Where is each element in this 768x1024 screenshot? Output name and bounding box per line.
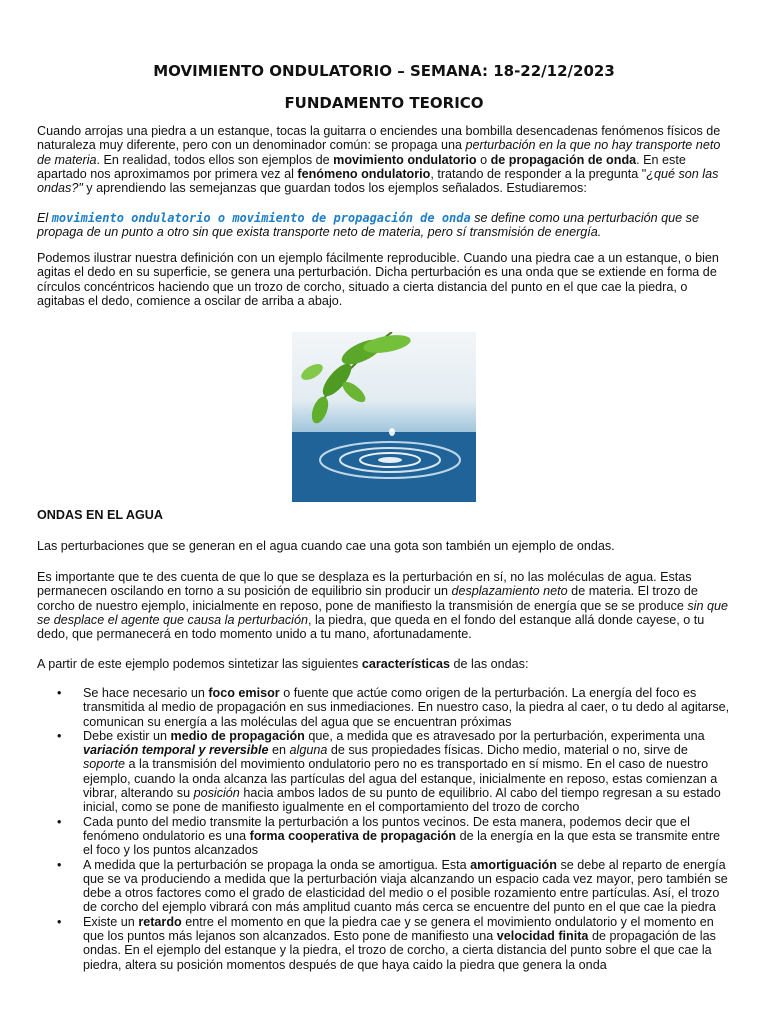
text-run: Es importante que te des cuenta de que lo que se desplaza es la perturbación en sí, no las moléculas de agua. Estas permanecen oscilando en torno a su posición de equilibrio sin producir un [37,570,692,599]
text-run: de propagación de onda [490,152,637,167]
list-item [37,915,732,972]
text-run: soporte [83,757,126,772]
text-run: , tratando de responder a la pregunta " [430,166,647,181]
text-run: Debe existir un [83,728,171,743]
text-run: Cuando arrojas una piedra a un estanque, tocas la guitarra o enciendes una bombilla desencadenas fenómenos físicos de naturaleza muy diferente, pero con un denominador común: se propaga una [37,124,721,153]
text-run: de las ondas: [450,657,529,671]
paragraph-caracteristicas [37,657,732,671]
text-run: ¿qué son las ondas?" [37,166,719,196]
text-run: de la energía en la que esta se transmite entre el foco y los puntos alcanzados [83,828,721,858]
intro-paragraph [37,124,732,195]
text-run: forma cooperativa de propagación [249,828,457,843]
paragraph-desplazamiento [37,570,732,641]
definition-prefix: El [37,211,52,225]
list-item [37,815,732,858]
list-item [37,686,732,729]
text-run: de sus propiedades físicas. Dicho medio, material o no, sirve de [327,743,688,758]
text-run: Existe un [83,914,139,929]
text-run: y aprendiendo las semejanzas que guardan todos los ejemplos señalados. Estudiaremos: [82,181,587,196]
text-run: a la transmisión del movimiento ondulatorio pero no es transportado en sí mismo. En el caso de nuestro ejemplo, cuando la onda alcanza las partículas del agua del estanque, inicialmente en reposo, estas comienzan a vibrar, alterando su [83,757,718,801]
text-run: desplazamiento neto [451,584,568,599]
text-run: amortiguación [470,857,557,872]
list-item [37,729,732,815]
text-run: variación temporal y reversible [83,743,269,758]
text-run: se debe al reparto de energía que se va produciendo a medida que la perturbación viaja alcanzando un espacio cada vez mayor, pero también se debe a otros factores como el grado de elasticidad del medio o el posible rozamiento entre partículas. Así, el trozo de corcho del ejemplo vibrará con más amplitud cuanto más cerca se encuentre del punto en el que cae la piedra [83,857,728,915]
text-run: entre el momento en que la piedra cae y se genera el movimiento ondulatorio y el momento en que los puntos más lejanos son alcanzados. Esto pone de manifiesto una [83,914,714,944]
example-paragraph: Podemos ilustrar nuestra definición con un ejemplo fácilmente reproducible. Cuando una piedra cae a un estanque, o bien agitas el dedo en su superficie, se genera una perturbación. Dicha perturbación es una onda que se extiende en forma de círculos concéntricos haciendo que un trozo de corcho, situado a cierta distancia del punto en el que cae la piedra, o agitabas el dedo, comience a oscilar de arriba a abajo. [37,251,719,308]
text-run: de propagación de las ondas. En el ejemplo del estanque y la piedra, el trozo de corcho, a cierta distancia del punto sobre el que cae la piedra, altera su posición momentos después de que haya caido la piedra que genera la onda [83,929,716,972]
text-run: que, a medida que es atravesado por la perturbación, experimenta una [304,728,705,743]
text-run: retardo [138,914,182,929]
text-run: de materia. El trozo de corcho de nuestro ejemplo, inicialmente en reposo, pone de manifiesto la transmisión de energía que se se produce [37,584,698,613]
text-run: velocidad finita [496,929,589,944]
text-run: características [361,657,451,671]
text-run: . En este apartado nos aproximamos por primera vez al [37,152,686,181]
text-run: . En realidad, todos ellos son ejemplos de [96,152,334,167]
text-run: alguna [289,743,328,758]
text-run: A medida que la perturbación se propaga la onda se amortigua. Esta [83,857,471,872]
text-run: movimiento ondulatorio [333,152,477,167]
text-run: Cada punto del medio transmite la perturbación a los puntos vecinos. De esta manera, podemos decir que el fenómeno ondulatorio es una [83,814,690,843]
section-subtitle: FUNDAMENTO TEORICO [284,94,484,112]
section-heading-ondas-agua: ONDAS EN EL AGUA [37,508,163,522]
text-run: fenómeno ondulatorio [297,166,431,181]
paragraph-perturbaciones: Las perturbaciones que se generan en el agua cuando cae una gota son también un ejemplo de ondas. [37,539,615,553]
text-run: perturbación en la que no hay transporte neto de materia [37,138,721,167]
document-title: MOVIMIENTO ONDULATORIO – SEMANA: 18-22/12/2023 [153,62,615,80]
text-run: sin que se desplace el agente que causa la perturbación [37,598,728,627]
definition-paragraph [37,211,732,240]
text-run: o fuente que actúe como origen de la perturbación. La energía del foco es transmitida al medio de propagación en sus inmediaciones. En nuestro caso, la piedra al caer, o tu dedo al agitarse, comunican su energía a las moléculas del agua que se encuentran próximas [83,686,730,729]
text-run: o [476,152,491,167]
text-run: medio de propagación [170,728,305,743]
list-item [37,858,732,915]
definition-suffix: se define como una perturbación que se propaga de un punto a otro sin que exista transporte neto de materia, pero sí transmisión de energía. [37,211,699,240]
text-run: en [268,743,290,758]
characteristics-list [37,686,732,972]
text-run: foco emisor [208,686,280,700]
text-run: Se hace necesario un [83,686,209,700]
definition-highlight: movimiento ondulatorio o movimiento de propagación de onda [51,211,471,225]
text-run: hacia ambos lados de su punto de equilibrio. Al cabo del tiempo regresan a su estado inicial, como se pone de manifiesto igualmente en el comportamiento del trozo de corcho [83,786,721,815]
text-run: posición [193,786,240,801]
photo-illustration [292,332,476,502]
text-run: , la piedra, que queda en el fondo del estanque allá donde cayese, o tu dedo, que permanecerá en todo momento unido a tu mano, afortunadamente. [37,612,705,642]
water-drop-leaves-photo [292,332,476,502]
text-run: A partir de este ejemplo podemos sintetizar las siguientes [37,657,362,671]
